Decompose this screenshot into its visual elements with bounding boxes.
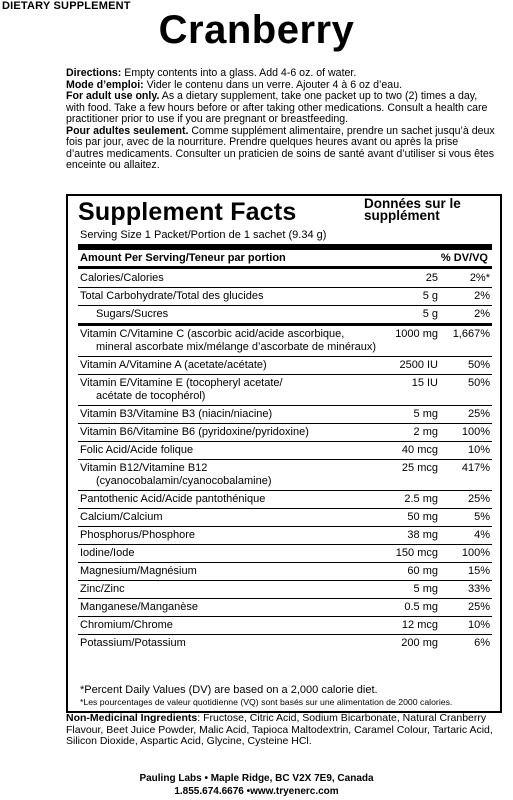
supplement-facts-title: Supplement Facts [78, 198, 297, 226]
nutrient-name: Potassium/Potassium [80, 637, 186, 649]
thick-divider [78, 244, 492, 250]
nutrient-row [78, 423, 492, 441]
nutrient-row [78, 508, 492, 526]
nutrient-row [78, 526, 492, 544]
adult-use-en [66, 91, 496, 126]
nutrient-name: Vitamin E/Vitamine E (tocopheryl acetate/ [80, 377, 283, 389]
nutrient-daily-value: 4% [474, 529, 490, 541]
nutrient-amount: 2500 IU [399, 359, 438, 371]
company-contact: 1.855.674.6676 •www.tryenerc.com [174, 785, 339, 797]
nutrient-name: Vitamin B6/Vitamine B6 (pyridoxine/pyridoxine) [80, 426, 309, 438]
amount-header-right: % DV/VQ [440, 252, 488, 264]
ingredients-label: Non-Medicinal Ingredients [66, 712, 198, 724]
nutrient-daily-value: 2% [474, 290, 490, 302]
nutrient-daily-value: 5% [474, 511, 490, 523]
dietary-supplement-label: DIETARY SUPPLEMENT [2, 0, 131, 12]
nutrient-row [78, 616, 492, 634]
directions-en-heading: Directions: [66, 67, 122, 79]
nutrient-row [78, 305, 492, 323]
footnote-en: *Percent Daily Values (DV) are based on a 2,000 calorie diet. [80, 684, 378, 696]
nutrient-daily-value: 1,667% [452, 328, 490, 340]
adult-use-en-heading: For adult use only. [66, 90, 160, 102]
nutrient-row [78, 270, 492, 287]
nutrient-name: Calories/Calories [80, 272, 164, 284]
nutrient-row [78, 374, 492, 405]
nutrient-daily-value: 100% [461, 547, 490, 559]
nutrient-amount: 40 mcg [401, 444, 438, 456]
nutrient-name-continued: mineral ascorbate mix/mélange d’ascorbate de minéraux) [96, 341, 377, 353]
header-divider [78, 266, 492, 269]
ingredients-text: : Fructose, Citric Acid, Sodium Bicarbonate, Natural Cranberry Flavour, Beet Juice Powder, Malic Acid, Tapioca Maltodextrin, Caramel Colour, Tartaric Acid, Silicon Dioxide, Aspartic Acid, Glycine, Cysteine HCl. [66, 712, 493, 747]
nutrient-name: Chromium/Chrome [80, 619, 173, 631]
nutrient-daily-value: 2%* [469, 272, 490, 284]
nutrient-amount: 5 mg [413, 583, 438, 595]
nutrient-daily-value: 50% [467, 359, 490, 371]
nutrient-daily-value: 100% [461, 426, 490, 438]
nutrient-daily-value: 50% [467, 377, 490, 389]
nutrient-name: Total Carbohydrate/Total des glucides [80, 290, 264, 302]
nutrient-amount: 12 mcg [401, 619, 438, 631]
nutrient-row [78, 562, 492, 580]
nutrient-name-continued: (cyanocobalamin/cyanocobalamine) [96, 475, 272, 487]
nutrient-daily-value: 417% [461, 462, 490, 474]
nutrient-name: Folic Acid/Acide folique [80, 444, 194, 456]
directions-en-text: Empty contents into a glass. Add 4-6 oz. of water. [121, 67, 357, 79]
nutrient-name: Vitamin B12/Vitamine B12 [80, 462, 208, 474]
nutrient-amount: 60 mg [407, 565, 438, 577]
nutrient-daily-value: 2% [474, 308, 490, 320]
footnote-fr: *Les pourcentages de valeur quotidienne (VQ) sont basés sur une alimentation de 2000 calories. [80, 697, 453, 707]
adult-use-en-text: As a dietary supplement, take one packet up to two (2) times a day, with food. Take a few hours before or after taking other medications. Consult a health care practitioner prior to use if you are pregnant or breastfeeding. [66, 90, 488, 125]
nutrient-rows [78, 270, 492, 652]
adult-use-fr-text: Comme supplément alimentaire, prendre un sachet jusqu’à deux fois par jour, avec de la nourriture. Prendre quelques heures avant ou après la prise d’autres medicaments. Consulter un praticien de soins de santé avant d’utiliser si vous êtes enceinte ou allaitez. [66, 124, 495, 171]
nutrient-name: Iodine/Iode [80, 547, 135, 559]
adult-use-fr [66, 126, 496, 172]
nutrient-row [78, 634, 492, 652]
nutrient-amount: 0.5 mg [404, 601, 438, 613]
nutrient-amount: 1000 mg [395, 328, 438, 340]
nutrient-row [78, 441, 492, 459]
nutrient-daily-value: 33% [467, 583, 490, 595]
company-address: Pauling Labs • Maple Ridge, BC V2X 7E9, Canada [139, 773, 374, 784]
nutrient-amount: 50 mg [407, 511, 438, 523]
nutrient-name: Vitamin A/Vitamine A (acetate/acétate) [80, 359, 267, 371]
nutrient-amount: 5 mg [413, 408, 438, 420]
non-medicinal-ingredients [66, 713, 506, 748]
serving-size: Serving Size 1 Packet/Portion de 1 sachet (9.34 g) [80, 229, 327, 241]
nutrient-row [78, 580, 492, 598]
nutrient-daily-value: 10% [467, 444, 490, 456]
nutrient-daily-value: 10% [467, 619, 490, 631]
company-info [0, 773, 513, 798]
directions-fr-text: Vider le contenu dans un verre. Ajouter 4 à 6 oz d’eau. [143, 78, 403, 91]
nutrient-name: Calcium/Calcium [80, 511, 163, 523]
nutrient-name: Pantothenic Acid/Acide pantothénique [80, 493, 266, 505]
nutrient-row [78, 405, 492, 423]
nutrient-row [78, 459, 492, 490]
nutrient-row [78, 323, 492, 356]
nutrient-name-continued: acétate de tocophérol) [96, 390, 206, 402]
nutrient-row [78, 490, 492, 508]
nutrient-name: Magnesium/Magnésium [80, 565, 197, 577]
nutrient-name: Vitamin B3/Vitamine B3 (niacin/niacine) [80, 408, 273, 420]
nutrient-amount: 150 mcg [395, 547, 438, 559]
nutrient-amount: 2 mg [413, 426, 438, 438]
amount-header [80, 252, 492, 264]
footnote [80, 684, 492, 708]
nutrient-daily-value: 6% [474, 637, 490, 649]
nutrient-daily-value: 25% [467, 408, 490, 420]
nutrient-name: Manganese/Manganèse [80, 601, 199, 613]
nutrient-amount: 38 mg [407, 529, 438, 541]
nutrient-row [78, 598, 492, 616]
adult-use-fr-heading: Pour adultes seulement. [66, 124, 189, 137]
nutrient-amount: 25 [425, 272, 438, 284]
nutrient-amount: 200 mg [401, 637, 438, 649]
nutrient-row [78, 356, 492, 374]
nutrient-name: Zinc/Zinc [80, 583, 125, 595]
nutrient-row [78, 544, 492, 562]
directions-fr-heading: Mode d’emploi: [66, 78, 144, 91]
supplement-facts-panel [66, 194, 502, 713]
directions-block [66, 68, 496, 172]
nutrient-amount: 5 g [422, 290, 438, 302]
nutrient-amount: 25 mcg [401, 462, 438, 474]
nutrient-daily-value: 25% [467, 601, 490, 613]
nutrient-amount: 15 IU [411, 377, 438, 389]
amount-header-left: Amount Per Serving/Teneur par portion [80, 252, 286, 264]
nutrient-row [78, 287, 492, 305]
nutrient-daily-value: 25% [467, 493, 490, 505]
nutrient-daily-value: 15% [467, 565, 490, 577]
nutrient-name: Phosphorus/Phosphore [80, 529, 195, 541]
supplement-facts-title-fr: Données sur le supplément [364, 196, 461, 223]
nutrient-name: Sugars/Sucres [96, 308, 169, 320]
nutrient-amount: 5 g [422, 308, 438, 320]
nutrient-amount: 2.5 mg [404, 493, 438, 505]
product-title: Cranberry [158, 8, 355, 52]
nutrient-name: Vitamin C/Vitamine C (ascorbic acid/acide ascorbique, [80, 328, 345, 340]
